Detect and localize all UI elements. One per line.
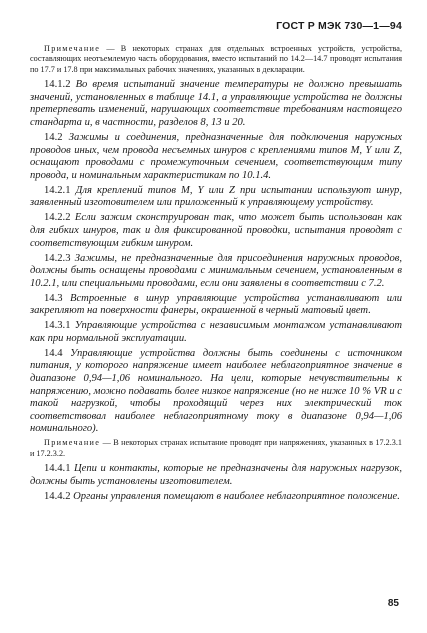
standard-header: ГОСТ Р МЭК 730—1—94 <box>276 20 402 32</box>
clause-14-2-2 <box>30 212 402 250</box>
clause-14-2-3 <box>30 253 402 291</box>
clause-text: Встроенные в шнур управляющие устройства устанавливают или закрепляют на поверхности фанеры, окрашенной в черный матовый цвет. <box>30 292 402 317</box>
clause-14-4-2 <box>30 491 402 504</box>
clause-number: 14.3 <box>44 292 63 304</box>
clause-number: 14.2.3 <box>44 252 71 264</box>
clause-text: Управляющие устройства должны быть соединены с источником питания, у которого напряжение имеет наиболее неблагоприятное значение в диапазоне 0,94—1,06 номинального. На цели, которые нечувствительны к напряжению, можно подавать более низкое напряжение (но не ниже 10 % VR и с такой нагрузкой, чтобы проходящий через них электрический ток соответствовал наиболее неблагоприятному току в диапазоне 0,94—1,06 номинального). <box>30 347 402 435</box>
clause-text: Цепи и контакты, которые не предназначены для наружных нагрузок, должны быть установлены изготовителем. <box>30 463 402 487</box>
note-label: Примечание <box>44 44 101 53</box>
clause-number: 14.4.2 <box>44 490 71 502</box>
clause-text: Если зажим сконструирован так, что может быть использован как для гибких шнуров, так и для фиксированной проводки, испытания проводят с соответствующим гибким шнуром. <box>30 212 402 249</box>
clause-number: 14.2 <box>44 131 63 143</box>
clause-number: 14.1.2 <box>44 79 71 91</box>
clause-14-4 <box>30 348 402 436</box>
note-text: — В некоторых странах испытание проводят при напряжениях, указанных в 17.2.3.1 и 17.2.3.2. <box>30 438 402 458</box>
clause-14-4-1 <box>30 463 402 488</box>
clause-14-1-2 <box>30 79 402 129</box>
clause-number: 14.2.1 <box>44 184 71 196</box>
note-text: — В некоторых странах для отдельных встроенных устройств, устройства, составляющих неотъемлемую часть оборудования, вместо испытаний по 14.2—14.7 проводят испытания по 17.7 и 17.8 при максимальных рабочих значениях, указанных в декларации. <box>30 44 402 74</box>
clause-text: Для креплений типов М, Y или Z при испытании используют шнур, заявленный изготовителем или приложенный к управляющему устройству. <box>30 184 402 209</box>
clause-text: Во время испытаний значение температуры не должно превышать значений, установленных в таблице 14.1, а управляющие устройства не должны претерпевать изменений, нарушающих соответствие требованиям настоящего стандарта и, в частности, разделов 8, 13 и 20. <box>30 79 402 128</box>
clause-number: 14.3.1 <box>44 320 71 332</box>
note-paragraph <box>30 438 402 459</box>
note-paragraph <box>30 44 402 75</box>
clause-text: Зажимы, не предназначенные для присоединения наружных проводов, должны быть оснащены проводами с минимальным сечением, установленным в 10.2.1, или специальными проводами, если они заявлены в соответствии с 7.2. <box>30 252 402 289</box>
clause-14-3 <box>30 293 402 318</box>
clause-14-2-1 <box>30 185 402 210</box>
clause-text: Зажимы и соединения, предназначенные для подключения наружных проводов иных, чем провода несъемных шнуров с креплениями типов М, Y или Z, оснащают проводами с промежуточным сечением, соответствующим типу провода, и номинальным характеристикам по 10.1.4. <box>30 131 402 181</box>
clause-text: Управляющие устройства с независимым монтажом устанавливают как при нормальной эксплуатации. <box>30 320 402 344</box>
clause-number: 14.2.2 <box>44 212 71 224</box>
clause-14-2 <box>30 132 402 182</box>
page-number: 85 <box>387 598 399 609</box>
clause-text: Органы управления помещают в наиболее неблагоприятное положение. <box>70 490 400 502</box>
clause-number: 14.4.1 <box>44 463 71 475</box>
clause-number: 14.4 <box>44 347 63 359</box>
clause-14-3-1 <box>30 320 402 345</box>
note-label: Примечание <box>44 438 101 448</box>
page-body <box>30 44 402 506</box>
